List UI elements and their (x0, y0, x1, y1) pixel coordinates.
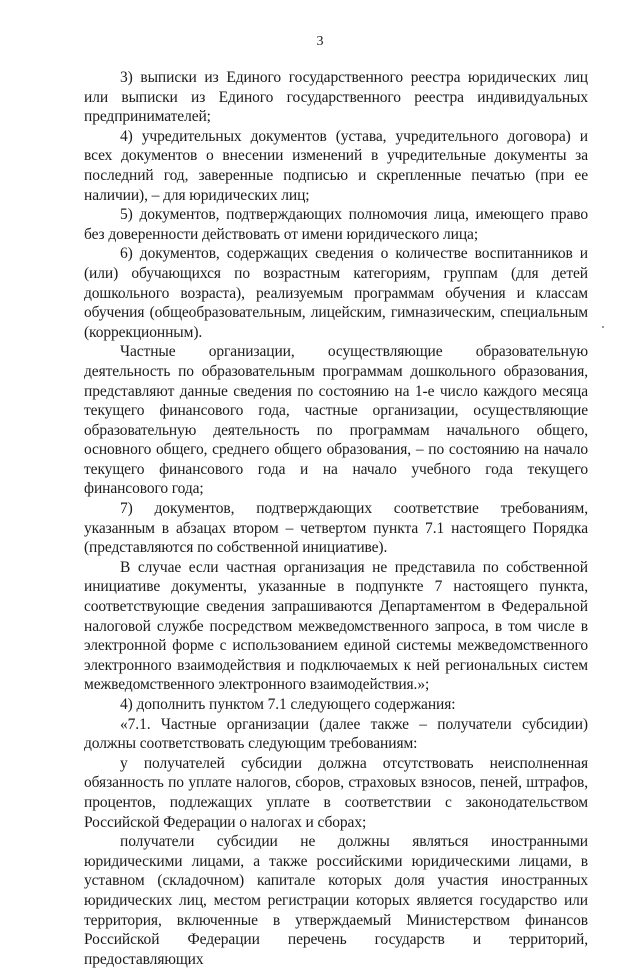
scan-artifact (602, 326, 604, 328)
paragraph-tax-obligations: у получателей субсидии должна отсутствовать неисполненная обязанность по уплате налогов, сборов, страховых взносов, пеней, штрафов, процентов, подлежащих уплате в соответствии с законодательством Российской Федерации о налогах и сборах; (84, 754, 588, 831)
paragraph-amendment-4: 4) дополнить пунктом 7.1 следующего содержания: (120, 696, 456, 713)
paragraph-item-6-pupils-info: 6) документов, содержащих сведения о количестве воспитанников и (или) обучающихся по возрастным категориям, группам (для детей дошкольного возраста), реализуемым программам обучения и классам обучения (общеобразовательным, лицейским, гимназическим, специальным (коррекционным). (84, 245, 588, 341)
paragraph-foreign-entities: получатели субсидии не должны являться иностранными юридическими лицами, а также российскими юридическими лицами, в уставном (складочном) капитале которых доля участия иностранных юридических лиц, местом регистрации которых является государство или территория, включенные в утверждаемый Министерством финансов Российской Федерации перечень государств и территорий, предоставляющих (84, 833, 588, 968)
paragraph-item-4-charter-documents: 4) учредительных документов (устава, учредительного договора) и всех документов о внесении изменений в учредительные документы за последний год, заверенные подписью и скрепленные печатью (при ее наличии), – для юридических лиц; (84, 127, 588, 204)
paragraph-private-organizations: Частные организации, осуществляющие образовательную деятельность по образовательным программам дошкольного образования, представляют данные сведения по состоянию на 1-е число каждого месяца текущего финансового года, частные организации, осуществляющие образовательную деятельность по программам начального общего, основного общего, среднего общего образования, – по состоянию на начало текущего финансового года и на начало учебного года текущего финансового года; (84, 343, 588, 498)
document-body (84, 68, 588, 969)
paragraph-clause-7-1: «7.1. Частные организации (далее также – получатели субсидии) должны соответствовать следующим требованиям: (84, 715, 588, 753)
paragraph-interagency-request: В случае если частная организация не представила по собственной инициативе документы, указанные в подпункте 7 настоящего пункта, соответствующие сведения запрашиваются Департаментом в Федеральной налоговой службе посредством межведомственного запроса, в том числе в электронной форме с использованием единой системы межведомственного электронного взаимодействия и подключаемых к ней региональных систем межведомственного электронного взаимодействия.»; (84, 558, 588, 694)
paragraph-item-7-compliance-documents: 7) документов, подтверждающих соответствие требованиям, указанным в абзацах втором – четвертом пункта 7.1 настоящего Порядка (представляются по собственной инициативе). (84, 500, 588, 557)
page-number: 3 (316, 34, 324, 49)
paragraph-item-5-authority-documents: 5) документов, подтверждающих полномочия лица, имеющего право без доверенности действовать от имени юридического лица; (84, 206, 588, 243)
paragraph-item-3-extract: 3) выписки из Единого государственного реестра юридических лиц или выписки из Единого государственного реестра индивидуальных предпринимателей; (84, 69, 588, 126)
